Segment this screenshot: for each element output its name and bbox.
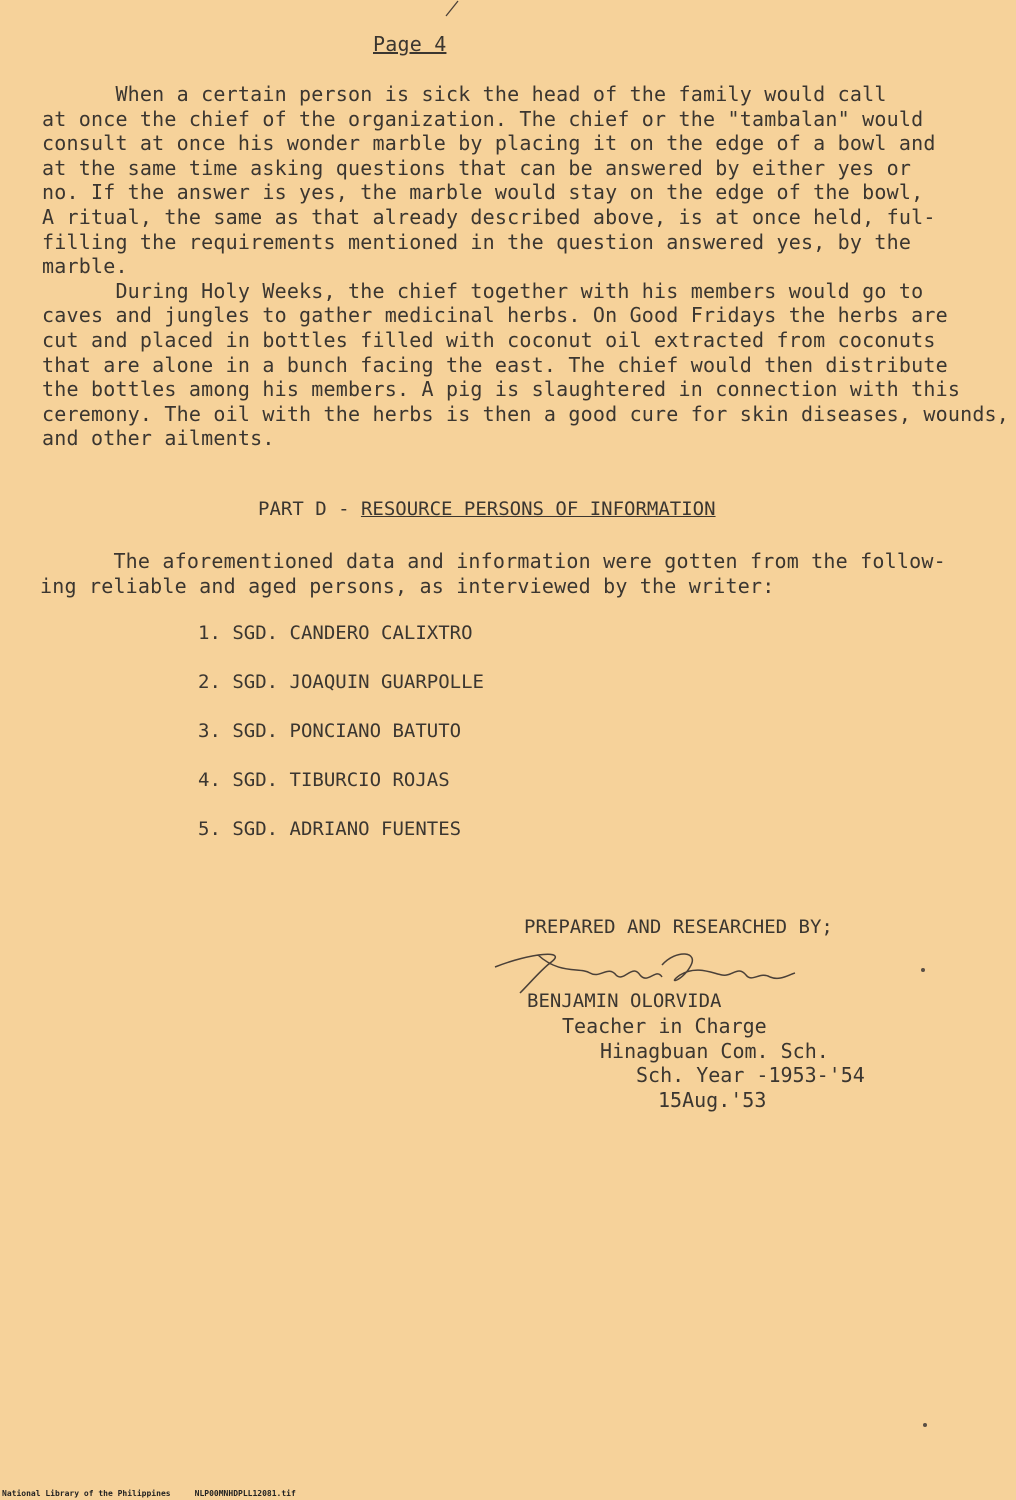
prepared-by-label: PREPARED AND RESEARCHED BY; [524, 916, 833, 938]
speck [923, 1423, 927, 1427]
text-line: cut and placed in bottles filled with coconut oil extracted from coconuts [42, 328, 936, 352]
text-line: A ritual, the same as that already described above, is at once held, ful- [42, 205, 936, 229]
text-line: During Holy Weeks, the chief together with his members would go to [42, 278, 924, 303]
section-title: RESOURCE PERSONS OF INFORMATION [360, 498, 716, 520]
speck [921, 968, 925, 972]
pencil-mark [436, 0, 464, 18]
text-line: filling the requirements mentioned in the question answered yes, by the [42, 229, 912, 254]
text-line: ceremony. The oil with the herbs is then a good cure for skin diseases, wounds, [42, 401, 1010, 426]
text-line: When a certain person is sick the head of the family would call [42, 82, 887, 106]
signatory-name: BENJAMIN OLORVIDA [527, 990, 722, 1012]
section-heading [258, 498, 716, 520]
school-year: Sch. Year -1953-'54 [636, 1063, 865, 1087]
school-name: Hinagbuan Com. Sch. [600, 1039, 829, 1063]
text-line: at the same time asking questions that can be answered by either yes or [42, 155, 912, 180]
page-number: Page 4 [373, 32, 447, 56]
list-item: 4. SGD. TIBURCIO ROJAS [198, 769, 450, 791]
text-line: The aforementioned data and information were gotten from the follow- [40, 549, 946, 573]
text-line: at once the chief of the organization. The chief or the "tambalan" would [42, 106, 924, 131]
text-line: ing reliable and aged persons, as interviewed by the writer: [40, 573, 775, 598]
text-line: that are alone in a bunch facing the east. The chief would then distribute [42, 352, 948, 377]
text-line: no. If the answer is yes, the marble would stay on the edge of the bowl, [42, 180, 924, 205]
resource-persons-list [198, 622, 484, 867]
document-date: 15Aug.'53 [658, 1088, 767, 1112]
list-item: 1. SGD. CANDERO CALIXTRO [198, 622, 473, 644]
signatory-position: Teacher in Charge [562, 1014, 767, 1038]
list-item: 5. SGD. ADRIANO FUENTES [198, 818, 462, 840]
text-line: the bottles among his members. A pig is slaughtered in connection with this [42, 377, 961, 402]
section-prefix: PART D - [258, 498, 361, 520]
text-line: consult at once his wonder marble by placing it on the edge of a bowl and [42, 131, 936, 156]
text-line: marble. [42, 254, 128, 279]
text-line: caves and jungles to gather medicinal herbs. On Good Fridays the herbs are [42, 303, 948, 328]
list-item: 2. SGD. JOAQUIN GUARPOLLE [198, 671, 484, 693]
text-line: and other ailments. [42, 426, 275, 451]
list-item: 3. SGD. PONCIANO BATUTO [198, 720, 462, 742]
archive-footer: National Library of the Philippines NLP00MNHDPLL12081.tif [2, 1489, 296, 1498]
